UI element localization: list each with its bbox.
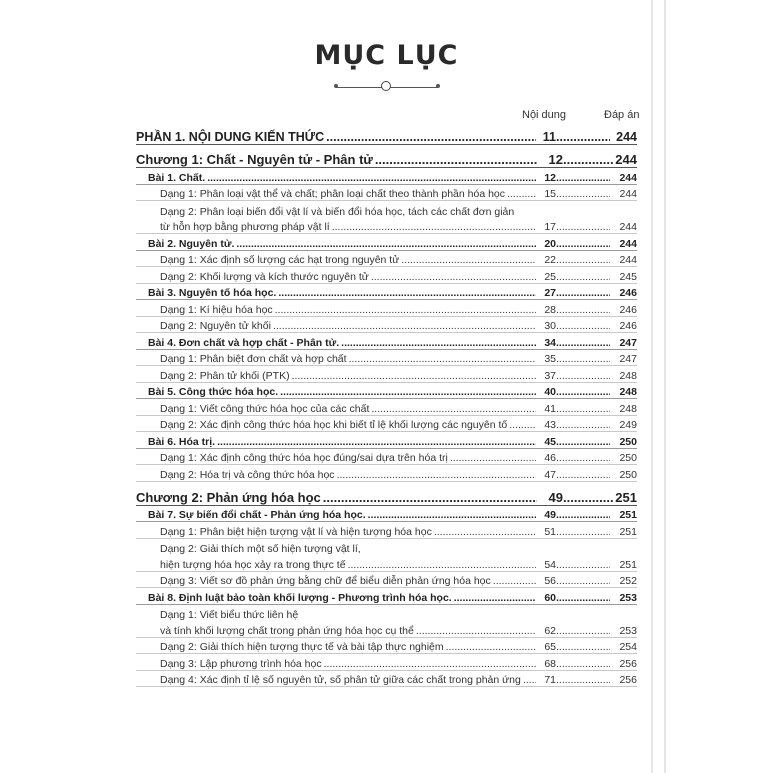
dot-leader [446,641,536,653]
toc-lesson-row-label: Bài 4. Đơn chất và hợp chất - Phân tử. [148,336,340,349]
toc-item-row[interactable] [136,399,637,416]
toc-item-row-label: Dạng 4: Xác định tỉ lệ số nguyên tử, số phân tử giữa các chất trong phản ứng [160,674,521,686]
dot-leader [507,188,536,200]
toc-item-row-label: Dạng 2: Phân loại biến đổi vật lí và biến đổi hóa học, tách các chất đơn giản [160,205,515,218]
toc-item-row-answer-page: 246 [619,320,637,332]
toc-item-row[interactable] [136,555,637,572]
divider-dot-right [436,84,440,88]
toc-item-row-answer-page: 250 [619,468,637,481]
toc-item-row[interactable] [136,251,637,268]
page-edge-line [664,0,666,773]
dot-leader [556,674,610,686]
dot-leader [556,641,610,653]
dot-leader [509,419,536,431]
toc-lesson-row-answer-page: 247 [619,336,637,349]
toc-item-row[interactable] [136,218,637,235]
dot-leader [324,658,536,670]
toc-item-row-label: Dạng 1: Phân biệt đơn chất và hợp chất [160,353,347,365]
toc-item-row-answer-page: 245 [619,270,637,283]
toc-item-row[interactable] [136,267,637,284]
toc-item-row-label: Dạng 1: Xác định số lượng các hạt trong nguyên tử [160,254,400,266]
toc-lesson-row-answer-page: 246 [619,287,637,299]
table-of-contents [136,128,637,687]
dot-leader [556,370,610,382]
toc-lesson-row-page: 45 [544,435,556,448]
toc-item-row-label: Dạng 1: Viết công thức hóa học của các chất [160,402,370,415]
dot-leader [556,559,610,571]
toc-chapter-row-page: 12 [548,152,563,167]
toc-lesson-row-answer-page: 244 [619,237,637,250]
toc-item-row-page: 28 [544,303,556,316]
page-title: MỤC LỤC [314,40,459,71]
dot-leader [556,238,610,250]
toc-lesson-row-page: 12 [544,171,556,184]
dot-leader [556,575,610,587]
toc-item-row-page: 46 [544,452,556,464]
toc-lesson-row-label: Bài 6. Hóa trị. [148,435,216,448]
toc-item-row-page: 71 [544,674,556,686]
toc-lesson-row[interactable] [136,284,637,301]
dot-leader [278,287,536,299]
toc-chapter-row-answer-page: 244 [615,152,637,167]
toc-item-row-answer-page: 249 [619,419,637,431]
toc-lesson-row[interactable] [136,588,637,605]
dot-leader [416,625,536,637]
toc-item-row-page: 56 [544,575,556,587]
toc-item-row-label: Dạng 1: Xác định công thức hóa học đúng/sai dựa trên hóa trị [160,452,448,464]
toc-item-row-label: từ hỗn hợp bằng phương pháp vật lí [160,221,330,233]
toc-lesson-row[interactable] [136,168,637,185]
toc-item-row-answer-page: 247 [619,353,637,365]
toc-item-row-answer-page: 244 [619,254,637,266]
dot-leader [341,337,536,349]
toc-lesson-row-answer-page: 253 [619,591,637,604]
toc-lesson-row[interactable] [136,506,637,523]
toc-lesson-row[interactable] [136,383,637,400]
toc-item-row-answer-page: 256 [619,674,637,686]
toc-item-row-label: Dạng 3: Lập phương trình hóa học [160,657,322,670]
dot-leader [556,403,610,415]
toc-lesson-row[interactable] [136,333,637,350]
toc-lesson-row-label: Bài 7. Sự biến đổi chất - Phản ứng hóa học. [148,509,366,521]
toc-lesson-row-answer-page: 244 [619,171,637,184]
toc-lesson-row-page: 60 [544,591,556,604]
toc-lesson-row-page: 34 [544,336,556,349]
toc-item-row[interactable] [136,522,637,539]
toc-item-row-answer-page: 250 [619,452,637,464]
dot-leader [556,254,610,266]
toc-item-row-answer-page: 254 [619,641,637,653]
dot-leader [556,436,610,448]
dot-leader [556,419,610,431]
toc-lesson-row-answer-page: 248 [619,386,637,398]
toc-item-row-label: và tính khối lượng chất trong phản ứng hóa học cụ thể [160,624,414,637]
toc-item-row-answer-page: 251 [619,558,637,571]
toc-lesson-row-label: Bài 3. Nguyên tố hóa học. [148,287,277,299]
dot-leader [450,452,536,464]
dot-leader [556,592,610,604]
part-label: PHẦN 1. NỘI DUNG KIẾN THỨC [136,130,325,144]
toc-item-row-page: 68 [544,657,556,670]
dot-leader [556,386,610,398]
toc-item-row-page: 17 [544,221,556,233]
dot-leader [563,152,613,167]
toc-item-row[interactable] [136,671,637,688]
toc-item-row[interactable] [136,317,637,334]
toc-item-row-answer-page: 248 [619,369,637,382]
dot-leader [556,658,610,670]
toc-chapter-row-page: 49 [548,489,563,505]
toc-item-row-answer-page: 251 [619,525,637,538]
dot-leader [556,337,610,349]
dot-leader [556,287,610,299]
toc-item-row-label: Dạng 1: Kí hiệu hóa học [160,303,273,316]
toc-item-row[interactable] [136,654,637,671]
toc-item-row[interactable] [136,366,637,383]
toc-chapter-row-label: Chương 2: Phản ứng hóa học [136,489,321,505]
dot-leader [292,370,536,382]
toc-item-row[interactable] [136,621,637,638]
dot-leader [556,304,610,316]
toc-item-row-page: 54 [544,558,556,571]
dot-leader [493,575,536,587]
dot-leader [563,490,613,505]
dot-leader [371,403,536,415]
toc-item-row-label: Dạng 2: Giải thích hiện tượng thực tế và bài tập thực nghiệm [160,641,444,653]
toc-item-row[interactable] [136,539,637,556]
toc-item-row-label: Dạng 2: Phân tử khối (PTK) [160,369,290,382]
toc-item-row[interactable] [136,185,637,202]
dot-leader [332,221,536,233]
dot-leader [236,238,536,250]
toc-chapter-row[interactable] [136,488,637,506]
dot-leader [275,304,536,316]
toc-item-row[interactable] [136,465,637,482]
toc-item-row[interactable] [136,350,637,367]
toc-item-row-answer-page: 244 [619,188,637,200]
toc-item-row-answer-page: 244 [619,221,637,233]
toc-chapter-row-answer-page: 251 [615,489,637,505]
toc-item-row-label: Dạng 1: Viết biểu thức liên hệ [160,609,299,621]
dot-leader [273,320,536,332]
dot-leader [375,152,537,167]
dot-leader [556,353,610,365]
dot-leader [556,509,610,521]
toc-item-row[interactable] [136,638,637,655]
toc-chapter-row-label: Chương 1: Chất - Nguyên tử - Phân tử [136,152,373,167]
toc-item-row[interactable] [136,449,637,466]
toc-item-row-page: 22 [544,254,556,266]
toc-item-row-label: Dạng 2: Nguyên tử khối [160,320,271,332]
toc-item-row[interactable] [136,300,637,317]
dot-leader [556,452,610,464]
dot-leader [556,130,610,144]
dot-leader [217,436,536,448]
toc-lesson-row-label: Bài 1. Chất. [148,171,206,184]
dot-leader [556,188,610,200]
toc-item-row-answer-page: 253 [619,624,637,637]
toc-item-row-page: 51 [544,525,556,538]
toc-item-row-label: Dạng 1: Phân biệt hiện tượng vật lí và hiện tượng hóa học [160,525,432,538]
dot-leader [556,172,610,184]
dot-leader [337,469,536,481]
toc-item-row-page: 15 [544,188,556,200]
toc-lesson-row-label: Bài 2. Nguyên tử. [148,237,235,250]
dot-leader [556,625,610,637]
toc-item-row[interactable] [136,572,637,589]
dot-leader [556,320,610,332]
toc-item-row-label: Dạng 1: Phân loại vật thể và chất; phân loại chất theo thành phần hóa học [160,188,506,200]
toc-lesson-row-answer-page: 251 [619,509,637,521]
toc-item-row-page: 30 [544,320,556,332]
divider-ornament [381,81,391,91]
toc-item-row-page: 65 [544,641,556,653]
toc-lesson-row[interactable] [136,234,637,251]
toc-item-row-page: 62 [544,624,556,637]
dot-leader [371,271,536,283]
toc-lesson-row-label: Bài 5. Công thức hóa học. [148,386,279,398]
toc-item-row-answer-page: 248 [619,402,637,415]
dot-leader [349,353,536,365]
dot-leader [280,386,536,398]
dot-leader [556,469,610,481]
toc-item-row-page: 37 [544,369,556,382]
dot-leader [454,592,536,604]
toc-item-row-label: Dạng 2: Khối lượng và kích thước nguyên tử [160,270,369,283]
page-edge-line [651,0,653,773]
dot-leader [323,490,537,505]
column-header-content: Nội dung [522,109,567,121]
part-answer-page: 244 [616,130,637,144]
toc-item-row-page: 43 [544,419,556,431]
toc-lesson-row-page: 27 [544,287,556,299]
toc-item-row-label: hiện tượng hóa học xảy ra trong thực tế [160,558,346,571]
dot-leader [556,221,610,233]
dot-leader [556,271,610,283]
toc-item-row-answer-page: 252 [619,575,637,587]
toc-item-row-label: Dạng 3: Viết sơ đồ phản ứng bằng chữ để biểu diễn phản ứng hóa học [160,575,491,587]
dot-leader [368,509,536,521]
toc-lesson-row-page: 40 [544,386,556,398]
dot-leader [523,674,536,686]
toc-item-row-label: Dạng 2: Xác định công thức hóa học khi biết tỉ lệ khối lượng các nguyên tố [160,419,508,431]
toc-item-row-page: 35 [544,353,556,365]
column-header-answers: Đáp án [604,109,640,121]
toc-item-row-page: 41 [544,402,556,415]
part-page: 11 [542,130,556,144]
toc-item-row-answer-page: 256 [619,657,637,670]
dot-leader [434,526,536,538]
dot-leader [326,130,536,144]
toc-item-row-answer-page: 246 [619,303,637,316]
toc-lesson-row[interactable] [136,432,637,449]
dot-leader [401,254,536,266]
toc-part-row[interactable] [136,128,637,145]
toc-item-row-page: 25 [544,270,556,283]
toc-item-row-label: Dạng 2: Giải thích một số hiện tượng vật lí, [160,543,361,555]
toc-item-row-label: Dạng 2: Hóa trị và công thức hóa học [160,468,335,481]
toc-lesson-row-answer-page: 250 [619,435,637,448]
toc-item-row[interactable] [136,201,637,218]
dot-leader [207,172,536,184]
toc-chapter-row[interactable] [136,150,637,168]
toc-lesson-row-page: 20 [544,237,556,250]
toc-lesson-row-page: 49 [544,509,556,521]
toc-item-row[interactable] [136,605,637,622]
dot-leader [348,559,536,571]
toc-item-row-page: 47 [544,468,556,481]
toc-item-row[interactable] [136,416,637,433]
divider-dot-left [334,84,338,88]
dot-leader [556,526,610,538]
toc-lesson-row-label: Bài 8. Định luật bảo toàn khối lượng - Phương trình hóa học. [148,591,452,604]
